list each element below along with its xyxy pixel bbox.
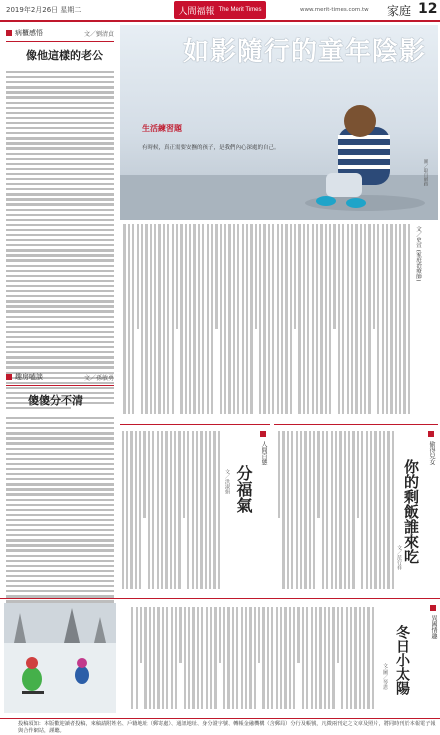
text-column <box>293 607 295 709</box>
text-column <box>197 607 199 709</box>
text-column <box>157 607 159 709</box>
text-column <box>165 431 167 589</box>
text-column <box>206 607 208 709</box>
text-column <box>351 224 353 414</box>
text-column <box>126 431 128 589</box>
text-column <box>285 224 287 414</box>
text-column <box>322 431 324 589</box>
text-column <box>215 224 217 329</box>
article-winter-sun <box>0 598 440 716</box>
text-column <box>245 607 247 709</box>
text-column <box>148 431 150 589</box>
section-tag: 偷得兒女 <box>428 441 435 465</box>
text-column <box>176 224 178 329</box>
text-column <box>271 607 273 709</box>
text-column <box>258 607 260 663</box>
text-column <box>213 431 215 589</box>
hero-subtitle: 生活練習題 <box>142 124 182 133</box>
text-column <box>246 224 248 414</box>
text-column <box>193 224 195 414</box>
left-article-1 <box>6 28 114 409</box>
text-column <box>387 431 389 589</box>
main-article-body <box>120 224 410 420</box>
section-tag: 異國情趣 <box>430 615 437 639</box>
text-column <box>317 431 319 518</box>
text-column <box>196 431 198 589</box>
section-bar <box>260 431 266 437</box>
text-column <box>170 431 172 589</box>
text-column <box>325 224 327 414</box>
text-column <box>328 607 330 709</box>
text-column <box>162 607 164 709</box>
text-column <box>139 431 141 589</box>
text-column <box>214 607 216 709</box>
text-column <box>302 607 304 709</box>
text-column <box>166 607 168 709</box>
article-title: 像他這樣的老公 <box>26 49 103 62</box>
text-column <box>232 607 234 709</box>
red-square-icon <box>260 431 266 437</box>
text-column <box>158 224 160 414</box>
text-column <box>272 224 274 414</box>
text-column <box>150 224 152 414</box>
text-column <box>183 431 185 518</box>
article-title: 分福氣 <box>234 465 253 513</box>
text-column <box>218 431 220 589</box>
text-column <box>130 431 132 589</box>
author: 文／孫敏勇 <box>83 374 114 382</box>
text-column <box>281 224 283 414</box>
text-column <box>154 224 156 414</box>
text-column <box>291 431 293 589</box>
text-column <box>280 607 282 709</box>
section-tag: 人間百態 <box>260 441 267 465</box>
text-column <box>284 607 286 709</box>
text-column <box>201 607 203 709</box>
text-column <box>297 607 299 663</box>
text-column <box>267 607 269 709</box>
red-square-icon <box>430 605 436 611</box>
text-column <box>359 607 361 709</box>
text-column <box>335 431 337 589</box>
text-column <box>347 224 349 414</box>
text-column <box>403 224 405 414</box>
text-column <box>352 431 354 589</box>
text-column <box>140 607 142 663</box>
snow-photo <box>4 603 116 713</box>
text-column <box>392 431 394 589</box>
text-column <box>333 224 335 329</box>
text-column <box>167 224 169 414</box>
text-column <box>153 607 155 709</box>
text-column <box>242 224 244 414</box>
text-column <box>363 607 365 709</box>
text-column <box>202 224 204 414</box>
text-column <box>205 431 207 589</box>
text-column <box>210 607 212 709</box>
text-column <box>304 431 306 589</box>
text-column <box>316 224 318 414</box>
section-bar <box>6 28 114 38</box>
text-column <box>157 431 159 589</box>
text-column <box>172 224 174 414</box>
website-url[interactable]: www.merit-times.com.tw <box>300 7 369 13</box>
newspaper-logo <box>174 1 266 19</box>
text-column <box>342 224 344 414</box>
red-square-icon <box>6 30 12 36</box>
text-column <box>200 431 202 589</box>
text-column <box>329 224 331 414</box>
text-column <box>278 431 280 518</box>
text-column <box>174 431 176 589</box>
text-column <box>192 431 194 589</box>
section-bar <box>428 431 434 437</box>
text-column <box>136 607 138 709</box>
text-column <box>355 224 357 414</box>
text-column <box>132 224 134 414</box>
author: 文／劉清貞 <box>83 30 114 38</box>
text-column <box>220 224 222 414</box>
text-column <box>209 431 211 589</box>
text-column <box>360 224 362 414</box>
text-column <box>386 224 388 414</box>
text-column <box>249 607 251 709</box>
text-column <box>259 224 261 414</box>
hero-title: 如影隨行的童年陰影 <box>182 37 426 67</box>
text-column <box>311 607 313 709</box>
issue-date: 2019年2月26日 星期二 <box>6 6 82 14</box>
text-column <box>344 431 346 589</box>
text-column <box>123 224 125 414</box>
text-column <box>309 431 311 589</box>
author: 文·圖／琴恩 <box>382 663 388 690</box>
text-column <box>137 224 139 329</box>
text-column <box>290 224 292 414</box>
text-column <box>175 607 177 709</box>
text-column <box>237 224 239 414</box>
text-column <box>198 224 200 414</box>
text-column <box>180 224 182 414</box>
text-column <box>268 224 270 414</box>
text-column <box>332 607 334 709</box>
text-column <box>145 224 147 414</box>
logo-chinese: 人間福報 <box>178 6 215 17</box>
text-column <box>163 224 165 414</box>
text-column <box>303 224 305 414</box>
text-column <box>368 224 370 414</box>
text-column <box>128 224 130 414</box>
text-column <box>348 431 350 589</box>
text-column <box>364 224 366 414</box>
text-column <box>339 431 341 589</box>
text-column <box>354 607 356 709</box>
text-column <box>187 431 189 589</box>
text-column <box>282 431 284 589</box>
text-column <box>171 607 173 709</box>
text-column <box>370 431 372 589</box>
submission-notice <box>0 718 440 735</box>
text-column <box>144 607 146 709</box>
text-column <box>399 224 401 414</box>
text-column <box>276 607 278 709</box>
text-column <box>338 224 340 414</box>
text-column <box>236 607 238 709</box>
text-column <box>374 431 376 589</box>
text-column <box>228 224 230 414</box>
text-column <box>331 431 333 589</box>
section-tag: 趣房嗑談 <box>15 373 43 381</box>
author: 文／洪淑娟 <box>224 469 230 494</box>
text-column <box>296 431 298 589</box>
text-column <box>307 224 309 414</box>
article-fen-fuqi <box>120 424 270 594</box>
text-column <box>313 431 315 589</box>
text-column <box>341 607 343 709</box>
text-column <box>189 224 191 414</box>
text-column <box>255 224 257 329</box>
text-column <box>326 431 328 589</box>
text-column <box>289 607 291 709</box>
text-column <box>188 607 190 709</box>
text-column <box>315 607 317 709</box>
hero-image <box>120 25 438 220</box>
left-article-2 <box>6 372 114 623</box>
text-column <box>179 607 181 663</box>
text-column <box>227 607 229 709</box>
text-column <box>178 431 180 589</box>
main-article-byline: 文／史宣 (家庭治療師) <box>415 226 421 282</box>
section-bar <box>430 605 436 611</box>
text-column <box>263 224 265 414</box>
text-column <box>373 224 375 329</box>
text-column <box>350 607 352 709</box>
text-column <box>379 431 381 589</box>
text-column <box>319 607 321 709</box>
text-column <box>298 224 300 414</box>
text-column <box>143 431 145 518</box>
author: 文／范行祥 <box>396 545 402 570</box>
page-header <box>0 0 440 22</box>
text-column <box>361 431 363 589</box>
red-square-icon <box>428 431 434 437</box>
text-column <box>241 607 243 709</box>
text-column <box>377 224 379 414</box>
text-column <box>324 607 326 709</box>
article-body <box>6 417 114 623</box>
notice-text: 投稿須知：本版歡迎讀者投稿，來稿請附姓名、戶籍地址（郵寄處）、通訊地址、身分證字號、轉帳金融機構（含郵局）分行及帳號，凡徵兩刊定之文章及照片，將同時刊於本報電子報與合作網站，謹聽。 <box>18 721 436 734</box>
text-column <box>161 431 163 589</box>
text-column <box>233 224 235 414</box>
text-column <box>320 224 322 414</box>
text-column <box>294 224 296 329</box>
text-column <box>141 224 143 414</box>
text-column <box>122 431 124 589</box>
section-tag: 病櫃感悟 <box>15 29 43 37</box>
photo-credit: 圖／取自網路 <box>423 159 428 186</box>
text-column <box>277 224 279 414</box>
text-column <box>367 607 369 709</box>
text-column <box>312 224 314 414</box>
section-bar <box>6 372 114 382</box>
article-leftover <box>274 424 438 594</box>
article-title: 冬日小太陽 <box>394 625 410 695</box>
hero-description: 有時候，真正需要安撫的孩子，是我們內心深處的自己。 <box>142 145 280 151</box>
text-column <box>185 224 187 414</box>
text-column <box>390 224 392 414</box>
text-column <box>382 224 384 414</box>
red-square-icon <box>6 374 12 380</box>
logo-english: The Merit Times <box>218 7 262 13</box>
text-column <box>300 431 302 589</box>
text-column <box>152 431 154 589</box>
text-column <box>306 607 308 709</box>
page-number: 12 <box>418 1 438 17</box>
section-name: 家庭 <box>387 4 412 18</box>
article-title: 傻傻分不清 <box>28 394 83 407</box>
article-body <box>6 71 114 409</box>
text-column <box>211 224 213 414</box>
text-column <box>207 224 209 414</box>
text-column <box>219 607 221 663</box>
text-column <box>383 431 385 589</box>
text-column <box>224 224 226 414</box>
text-column <box>395 224 397 414</box>
text-column <box>372 607 374 709</box>
text-column <box>131 607 133 709</box>
text-column <box>287 431 289 589</box>
text-column <box>408 224 410 414</box>
text-column <box>254 607 256 709</box>
text-column <box>149 607 151 709</box>
text-column <box>135 431 137 589</box>
text-column <box>223 607 225 709</box>
text-column <box>366 431 368 589</box>
text-column <box>357 431 359 518</box>
article-title: 你的剩飯誰來吃 <box>402 459 420 564</box>
text-column <box>192 607 194 709</box>
text-column <box>337 607 339 663</box>
text-column <box>346 607 348 709</box>
text-column <box>262 607 264 709</box>
text-column <box>184 607 186 709</box>
text-column <box>250 224 252 414</box>
